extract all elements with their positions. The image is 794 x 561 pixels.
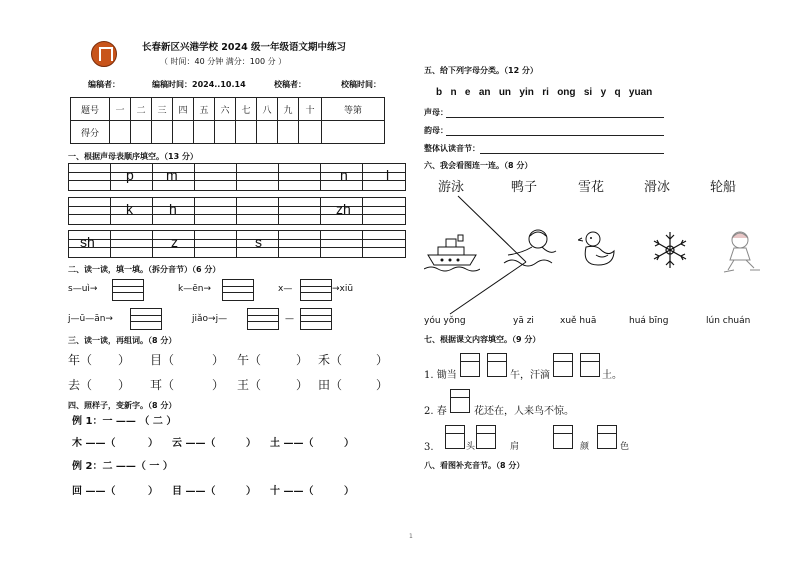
- score-cell: 七: [236, 98, 257, 121]
- q3-title: 三、读一读，再组词。（8 分）: [68, 336, 177, 345]
- duck-icon: [578, 229, 618, 271]
- example-1: 例 1：一 —— （ 二 ）: [72, 416, 177, 427]
- edit-time: 编稿时间：2024..10.14: [152, 80, 246, 89]
- character-box[interactable]: [597, 425, 617, 449]
- shengmu-label: 声母：: [424, 108, 448, 117]
- snowflake-icon: [650, 230, 690, 270]
- letter: yuan: [628, 87, 653, 98]
- letter: y: [600, 87, 607, 98]
- char-prompt: 十 ——（: [270, 486, 314, 497]
- poem-word: 肩: [510, 442, 520, 452]
- char-prompt: 目 ——（: [172, 486, 216, 497]
- poem-line: 花还在，人来鸟不惊。: [474, 406, 574, 417]
- pinyin-grid-row-1: [68, 163, 406, 191]
- score-cell: 六: [215, 98, 236, 121]
- char-prompt: ）: [118, 378, 131, 392]
- score-cell: 等第: [322, 98, 385, 121]
- skater-icon: [720, 228, 764, 274]
- char-prompt: 年（: [68, 353, 93, 367]
- school-logo: [91, 41, 117, 67]
- letter: un: [498, 87, 512, 98]
- score-blank[interactable]: [278, 121, 299, 144]
- letter: s: [255, 234, 262, 250]
- letter: sh: [80, 234, 95, 250]
- swimmer-icon: [502, 225, 560, 271]
- score-blank[interactable]: [194, 121, 215, 144]
- char-prompt: 木 ——（: [72, 438, 116, 449]
- score-table-header-row: [71, 98, 385, 121]
- poem-line: 2. 春: [424, 406, 447, 417]
- split-item: →xiū: [332, 284, 354, 294]
- page-number: 1: [409, 533, 413, 540]
- letter: q: [614, 87, 621, 98]
- character-box[interactable]: [450, 389, 470, 413]
- split-item: s—uì→: [68, 284, 98, 294]
- char-prompt: 去（: [68, 378, 93, 392]
- word: 轮船: [710, 180, 737, 195]
- score-cell: 十: [299, 98, 322, 121]
- letter: m: [166, 167, 178, 183]
- editor-label: 编稿者：: [88, 80, 120, 89]
- char-prompt: 耳（: [150, 378, 175, 392]
- char-prompt: ）: [118, 353, 131, 367]
- score-blank[interactable]: [322, 121, 385, 144]
- score-blank[interactable]: [215, 121, 236, 144]
- char-prompt: 王（: [237, 378, 262, 392]
- q4-title: 四、照样子，变新字。（8 分）: [68, 401, 177, 410]
- score-cell: 得分: [71, 121, 110, 144]
- poem-line: 3.: [424, 442, 434, 453]
- poem-word: 头: [466, 442, 476, 452]
- ship-icon: [424, 233, 480, 273]
- letter: l: [386, 167, 390, 183]
- letter: b: [436, 87, 443, 98]
- pinyin-label: lún chuán: [706, 316, 751, 326]
- score-table-score-row: [71, 121, 385, 144]
- letter: zh: [336, 201, 351, 217]
- split-item: jiǎo→j—: [192, 314, 228, 324]
- letter: h: [169, 201, 177, 217]
- letter: n: [340, 167, 348, 183]
- zhengti-label: 整体认读音节：: [424, 144, 480, 153]
- letter: k: [126, 201, 133, 217]
- review-time-label: 校稿时间：: [341, 80, 381, 89]
- character-box[interactable]: [460, 353, 480, 377]
- word: 滑冰: [644, 180, 671, 195]
- score-blank[interactable]: [131, 121, 152, 144]
- reviewer-label: 校稿者：: [274, 80, 306, 89]
- q8-title: 八、看图补充音节。（8 分）: [424, 461, 525, 470]
- char-prompt: ）: [344, 486, 354, 497]
- shengmu-answer-line[interactable]: [446, 117, 664, 118]
- score-table: [70, 97, 385, 144]
- char-prompt: ）: [344, 438, 354, 449]
- character-box[interactable]: [553, 425, 573, 449]
- yunmu-label: 韵母：: [424, 126, 448, 135]
- letter: z: [171, 234, 178, 250]
- letter: yin: [519, 87, 534, 98]
- character-box[interactable]: [445, 425, 465, 449]
- character-box[interactable]: [476, 425, 496, 449]
- pinyin-answer-box[interactable]: [112, 279, 144, 301]
- char-prompt: ）: [296, 378, 309, 392]
- example-2: 例 2：二 ——（ 一 ）: [72, 461, 173, 472]
- poem-line: 土。: [602, 370, 622, 381]
- score-blank[interactable]: [299, 121, 322, 144]
- char-prompt: ）: [246, 438, 256, 449]
- score-cell: 九: [278, 98, 299, 121]
- pinyin-label: yóu yǒng: [424, 316, 466, 326]
- q7-title: 七、根据课文内容填空。（9 分）: [424, 335, 541, 344]
- character-box[interactable]: [580, 353, 600, 377]
- char-prompt: 田（: [318, 378, 343, 392]
- q1-title: 一、根据声母表顺序填空。（13 分）: [68, 152, 198, 161]
- character-box[interactable]: [487, 353, 507, 377]
- letter-list: [436, 87, 652, 98]
- char-prompt: 土 ——（: [270, 438, 314, 449]
- poem-line: 午，汗滴: [510, 370, 550, 381]
- char-prompt: ）: [376, 353, 389, 367]
- score-cell: 二: [131, 98, 152, 121]
- split-item: j—ū—ān→: [68, 314, 113, 324]
- score-cell: 三: [152, 98, 173, 121]
- pinyin-answer-box[interactable]: [130, 308, 162, 330]
- score-cell: 四: [173, 98, 194, 121]
- char-prompt: 云 ——（: [172, 438, 216, 449]
- score-blank[interactable]: [236, 121, 257, 144]
- yunmu-answer-line[interactable]: [446, 135, 664, 136]
- pinyin-answer-box[interactable]: [247, 308, 279, 330]
- q2-title: 二、读一读，填一填。（拆分音节）（6 分）: [68, 265, 221, 274]
- score-blank[interactable]: [152, 121, 173, 144]
- score-cell: 五: [194, 98, 215, 121]
- char-prompt: ）: [212, 378, 225, 392]
- split-item: —: [285, 314, 294, 324]
- page-subtitle: （ 时间：40 分钟 满分：100 分 ）: [160, 57, 287, 66]
- letter: ong: [557, 87, 576, 98]
- page-title: 长春新区兴港学校 2024 级一年级语文期中练习: [142, 42, 347, 53]
- char-prompt: ）: [246, 486, 256, 497]
- word: 雪花: [578, 180, 605, 195]
- pinyin-answer-box[interactable]: [222, 279, 254, 301]
- pinyin-answer-box[interactable]: [300, 279, 332, 301]
- letter: p: [126, 167, 134, 183]
- char-prompt: ）: [148, 486, 158, 497]
- char-prompt: 回 ——（: [72, 486, 116, 497]
- char-prompt: ）: [296, 353, 309, 367]
- letter: n: [450, 87, 457, 98]
- char-prompt: 禾（: [318, 353, 343, 367]
- q5-title: 五、给下列字母分类。（12 分）: [424, 66, 538, 75]
- word: 鸭子: [511, 180, 538, 195]
- score-cell: 一: [110, 98, 131, 121]
- letter: ri: [542, 87, 549, 98]
- score-blank[interactable]: [110, 121, 131, 144]
- pinyin-grid-row-2: [68, 197, 406, 225]
- zhengti-answer-line[interactable]: [480, 153, 664, 154]
- letter: e: [464, 87, 471, 98]
- letter: si: [583, 87, 593, 98]
- pinyin-answer-box[interactable]: [300, 308, 332, 330]
- pinyin-grid-row-3: [68, 230, 406, 258]
- pinyin-label: huá bīng: [629, 316, 669, 326]
- char-prompt: 目（: [150, 353, 175, 367]
- split-item: k—ēn→: [178, 284, 211, 294]
- char-prompt: ）: [212, 353, 225, 367]
- char-prompt: ）: [376, 378, 389, 392]
- character-box[interactable]: [553, 353, 573, 377]
- split-item: x—: [278, 284, 293, 294]
- word: 游泳: [438, 180, 465, 195]
- poem-word: 颜: [580, 442, 590, 452]
- pinyin-label: yā zi: [513, 316, 534, 326]
- char-prompt: 午（: [237, 353, 262, 367]
- q6-title: 六、我会看图连一连。（8 分）: [424, 161, 533, 170]
- poem-line: 1. 锄当: [424, 370, 457, 381]
- score-cell: 八: [257, 98, 278, 121]
- pinyin-label: xuě huā: [560, 316, 597, 326]
- score-blank[interactable]: [173, 121, 194, 144]
- poem-word: 色: [620, 442, 630, 452]
- score-blank[interactable]: [257, 121, 278, 144]
- letter: an: [478, 87, 491, 98]
- score-cell: 题号: [71, 98, 110, 121]
- char-prompt: ）: [148, 438, 158, 449]
